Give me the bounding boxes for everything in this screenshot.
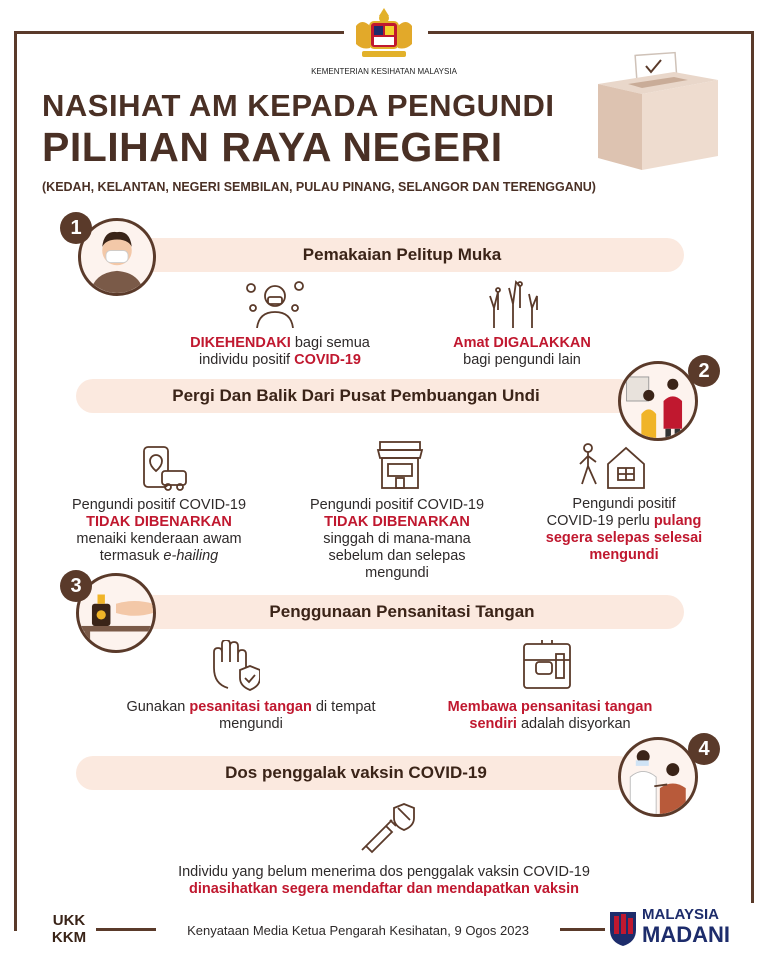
s2-col3-text [518,496,730,564]
section-3-title: Penggunaan Pensanitasi Tangan [120,595,684,629]
ukk-text: UKK [52,912,86,929]
walk-home-icon [576,440,648,490]
s3-left-t1: Gunakan [126,699,190,715]
virus-person-icon [243,278,307,328]
s2-col1-t3: termasuk [99,548,164,564]
page-title-line2: PILIHAN RAYA NEGERI [42,124,503,170]
s2-col2-t4: mengundi [365,565,429,581]
s3-left-text [90,699,412,733]
s4-text [80,864,688,898]
s2-col1-text [40,497,278,565]
section-2-image [618,361,698,441]
s3-right-red1: Membawa pensanitasi tangan [447,699,653,715]
section-1-title: Pemakaian Pelitup Muka [120,238,684,272]
s4-t1: Individu yang belum menerima dos penggalak vaksin COVID-19 [178,864,590,880]
s4-red1: dinasihatkan segera mendaftar dan mendapatkan vaksin [188,881,580,897]
s1-right-text [402,335,642,369]
s2-col1-red1: TIDAK DIBENARKAN [86,514,232,530]
s3-right-red2: sendiri [469,716,517,732]
s2-col2-t2: singgah di mana-mana [323,531,471,547]
bag-sanitizer-icon [520,640,574,692]
s2-col3-red2: segera selepas selesai [545,530,703,546]
s1-left-text [150,335,410,369]
s2-col3-t2: COVID-19 perlu [546,513,654,529]
s2-col3-t1: Pengundi positif [572,496,676,512]
s2-col2-t3: sebelum dan selepas [328,548,466,564]
s1-left-t1: bagi semua [290,335,370,351]
malaysia-madani-emblem-icon [606,906,640,948]
section-4-image [618,737,698,817]
syringe-shield-icon [356,800,416,856]
s1-right-red1: DIGALAKKAN [493,335,591,351]
s3-left-t2: di tempat [311,699,376,715]
s3-right-text [414,699,686,733]
section-2-number: 2 [688,355,720,387]
s3-left-red1: pesanitasi tangan [189,699,312,715]
coat-of-arms-logo [348,6,420,62]
section-1-number: 1 [60,212,92,244]
s1-right-t1: Amat [453,335,494,351]
malaysia-text: MALAYSIA [642,906,719,923]
frame-top-left [14,31,344,34]
phone-taxi-icon [140,445,188,493]
s2-col3-red1: pulang [653,513,702,529]
s2-col2-text [280,497,514,582]
section-4-number: 4 [688,733,720,765]
ballot-box-icon [588,50,728,174]
frame-bottom-left [96,928,156,931]
malaysia-madani-logo [642,906,742,948]
hand-shield-icon [206,640,260,692]
s2-col1-t1: Pengundi positif COVID-19 [71,497,247,513]
s1-left-red2: COVID-19 [294,352,361,368]
ukk-kkm-logo [46,912,92,950]
ministry-name: KEMENTERIAN KESIHATAN MALAYSIA [311,67,457,76]
section-4-title: Dos penggalak vaksin COVID-19 [76,756,636,790]
raised-hands-icon [484,276,542,328]
s1-right-t2: bagi pengundi lain [463,352,581,368]
s2-col2-red1: TIDAK DIBENARKAN [324,514,470,530]
frame-right [751,31,754,903]
kkm-text: KKM [51,929,87,946]
s2-col3-red3: mengundi [589,547,659,563]
frame-left [14,31,17,931]
s2-col2-t1: Pengundi positif COVID-19 [309,497,485,513]
section-3-number: 3 [60,570,92,602]
s3-left-t3: mengundi [219,716,283,732]
s1-left-t2: individu positif [199,352,295,368]
madani-text: MADANI [642,922,730,947]
frame-bottom-mid [560,928,605,931]
footer-statement: Kenyataan Media Ketua Pengarah Kesihatan, 9 Ogos 2023 [187,923,529,938]
page-title-line1: NASIHAT AM KEPADA PENGUNDI [42,88,555,123]
section-2-title: Pergi Dan Balik Dari Pusat Pembuangan Undi [76,379,636,413]
s1-left-red1: DIKEHENDAKI [190,335,291,351]
shop-icon [374,440,426,490]
s3-right-t2: adalah disyorkan [516,716,631,732]
s2-col1-t2: menaiki kenderaan awam [76,531,242,547]
page-subtitle: (KEDAH, KELANTAN, NEGERI SEMBILAN, PULAU PINANG, SELANGOR DAN TERENGGANU) [42,180,596,194]
frame-top-right [428,31,754,34]
s2-col1-t3i: e-hailing [163,548,219,564]
